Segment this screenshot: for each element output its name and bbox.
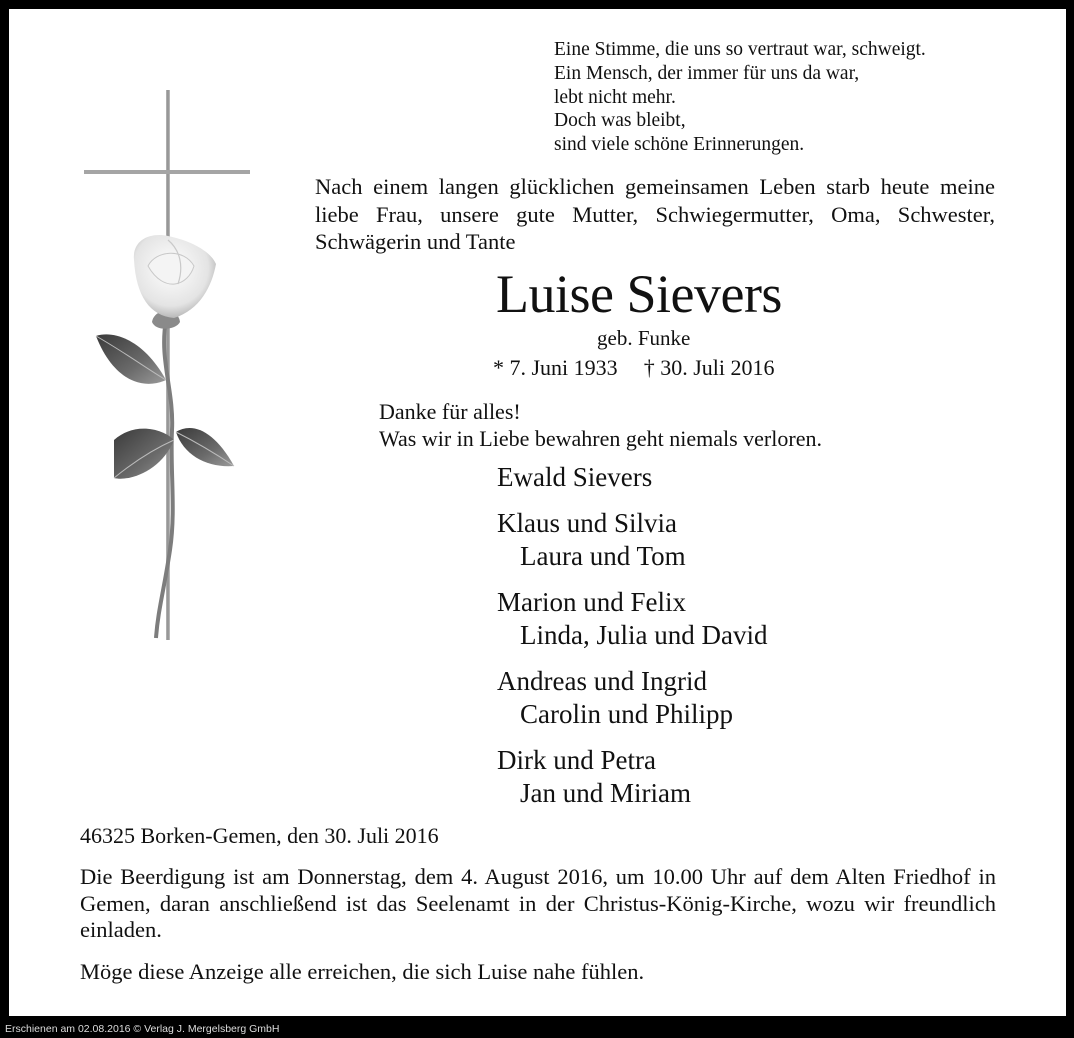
- mourner-sub: Carolin und Philipp: [520, 699, 734, 729]
- mourner-main: Marion und Felix: [497, 587, 686, 617]
- mourner-group: [497, 461, 767, 494]
- mourner-group: [497, 586, 767, 652]
- burial-info: Die Beerdigung ist am Donnerstag, dem 4. August 2016, um 10.00 Uhr auf dem Alten Friedhof in Gemen, daran anschließend ist das Seelenamt in der Christus-König-Kirche, wozu wir freundlich einladen.: [80, 864, 996, 942]
- mourner-sub: Jan und Miriam: [520, 778, 691, 808]
- deceased-name: Luise Sievers: [496, 264, 782, 324]
- thanks-line: Danke für alles!: [379, 399, 521, 424]
- announcement-text: Nach einem langen glücklichen gemeinsamen Leben starb heute meine liebe Frau, unsere gute Mutter, Schwiegermutter, Oma, Schwester, Schwägerin und Tante: [315, 174, 995, 254]
- mourner-main: Ewald Sievers: [497, 462, 653, 492]
- poem-line: sind viele schöne Erinnerungen.: [554, 134, 805, 156]
- death-date: † 30. Juli 2016: [643, 355, 775, 380]
- poem-line: Ein Mensch, der immer für uns da war,: [554, 62, 860, 84]
- mourner-group: [497, 744, 767, 810]
- poem-line: Eine Stimme, die uns so vertraut war, schweigt.: [554, 39, 926, 60]
- mourner-group: [497, 665, 767, 731]
- publication-footer: Erschienen am 02.08.2016 © Verlag J. Mergelsberg GmbH: [0, 1020, 1074, 1038]
- mourner-sub: Laura und Tom: [520, 541, 686, 571]
- cross-with-rose-icon: [84, 90, 254, 650]
- mourner-main: Dirk und Petra: [497, 745, 656, 775]
- life-dates: [493, 355, 774, 381]
- mourner-group: [497, 507, 767, 573]
- mourners-list: [497, 461, 767, 823]
- mourner-main: Klaus und Silvia: [497, 508, 677, 538]
- thanks-text: [379, 398, 822, 452]
- birth-date: * 7. Juni 1933: [493, 355, 618, 380]
- birth-name: geb. Funke: [597, 326, 691, 350]
- place-date: 46325 Borken-Gemen, den 30. Juli 2016: [80, 823, 439, 848]
- thanks-line: Was wir in Liebe bewahren geht niemals verloren.: [379, 426, 822, 451]
- mourner-sub: Linda, Julia und David: [520, 620, 768, 650]
- poem-line: lebt nicht mehr.: [554, 86, 676, 108]
- poem: [554, 38, 926, 157]
- poem-line: Doch was bleibt,: [554, 110, 686, 132]
- closing-line: Möge diese Anzeige alle erreichen, die sich Luise nahe fühlen.: [80, 959, 645, 984]
- mourner-main: Andreas und Ingrid: [497, 666, 707, 696]
